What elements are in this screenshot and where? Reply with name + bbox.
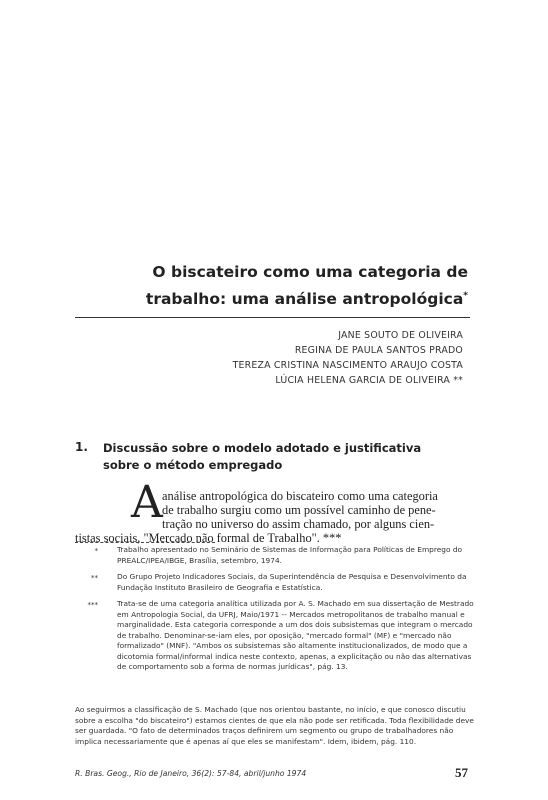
title-line-2: trabalho: uma análise antropológica*	[145, 290, 468, 309]
section-title-line-1: Discussão sobre o modelo adotado e justificativa	[103, 441, 422, 455]
footnote-mark: *	[94, 547, 98, 555]
footnote-text: Trabalho apresentado no Seminário de Sistemas de Informação para Políticas de Emprego do PREALC/IPEA/IBGE, Brasília, setembro, 1974.	[117, 545, 463, 565]
article-title	[68, 260, 468, 311]
footnote-mark: **	[91, 574, 98, 582]
author-name: TEREZA CRISTINA NASCIMENTO ARAUJO COSTA	[232, 360, 463, 371]
author-list	[103, 328, 463, 388]
body-text-line: tistas sociais, "Mercado não formal de Trabalho". ***	[75, 531, 342, 545]
footnote-continuation: Ao seguirmos a classificação de S. Machado (que nos orientou bastante, no início, e que conosco discutiu sobre a escolha "do biscateiro") estamos cientes de que ela não pode ser retificada. Toda flexibilidade deve ser guardada. "O fato de determinados traços definirem um segmento ou grupo de trabalhadores não implica necessariamente que é apenas aí que eles se manifestam". Idem, ibidem, pág. 110.	[75, 705, 474, 746]
page-number: 57	[455, 765, 468, 780]
drop-cap: A	[131, 477, 163, 528]
footnote-text: Trata-se de uma categoria analítica utilizada por A. S. Machado em sua dissertação de Mestrado em Antropologia Social, da UFRJ, Maio/1971 -- Mercados metropolitanos de trabalho manual e marginalidade. Esta categoria corresponde a um dos dois subsistemas que integram o mercado de trabalho. Denominar-se-iam eles, por oposição, "mercado formal" (MF) e "mercado não formalizado" (MNF). "Ambos os subsistemas são altamente institucionalizados, de modo que a dicotomia formal/informal indica neste contexto, apenas, a explicitação ou não das alternativas de comportamento sob a forma de normas jurídicas", pág. 13.	[117, 599, 474, 671]
section-title	[103, 440, 463, 474]
title-footnote-mark: *	[463, 291, 468, 301]
footnote-mark: ***	[87, 601, 98, 609]
footnote-separator	[75, 542, 215, 543]
footnote-text: Do Grupo Projeto Indicadores Sociais, da Superintendência de Pesquisa e Desenvolvimento da Fundação Instituto Brasileiro de Geografia e Estatística.	[117, 572, 467, 592]
author-name: REGINA DE PAULA SANTOS PRADO	[294, 345, 463, 356]
author-name: LÚCIA HELENA GARCIA DE OLIVEIRA **	[275, 375, 463, 386]
section-title-line-2: sobre o método empregado	[103, 458, 283, 472]
body-text-line: análise antropológica do biscateiro como uma categoria	[162, 489, 438, 503]
author-name: JANE SOUTO DE OLIVEIRA	[338, 330, 463, 341]
body-text-line: de trabalho surgiu como um possível caminho de pene-	[162, 503, 436, 517]
section-number: 1.	[75, 440, 88, 454]
body-text-line: tração no universo do assim chamado, por alguns cien-	[162, 517, 435, 531]
title-divider	[75, 317, 470, 318]
title-line-1: O biscateiro como uma categoria de	[152, 263, 468, 281]
journal-citation: R. Bras. Geog., Rio de Janeiro, 36(2): 57-84, abril/junho 1974	[75, 769, 307, 778]
